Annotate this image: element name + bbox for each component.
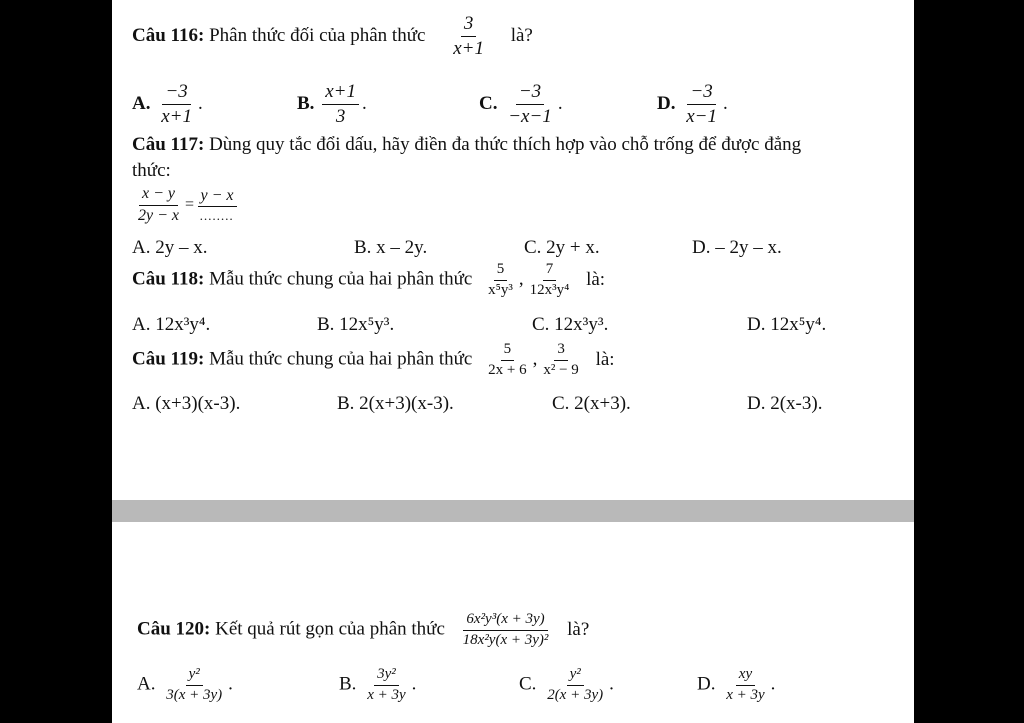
denominator: x−1 [686,105,717,127]
numerator: 3 [461,14,477,37]
fraction [544,667,606,704]
denominator: 18x²y(x + 3y)² [462,631,549,648]
option-c: C. 2y + x. [524,237,600,258]
option-d: D. 2(x-3). [747,393,823,414]
numerator: −3 [516,82,544,105]
fraction [450,14,487,59]
fraction-lhs [135,186,182,225]
denominator: x⁵y³ [488,281,513,298]
fraction [683,82,720,127]
question-text: Dùng quy tắc đổi dấu, hãy điền đa thức thích hợp vào chỗ trống để được đẳng [209,134,802,155]
question-118 [132,262,605,299]
question-120 [137,612,589,649]
numerator: x+1 [322,82,359,105]
numerator: 5 [501,342,515,361]
option-d: D. – 2y – x. [692,237,782,258]
question-text: Phân thức đối của phân thức [209,24,426,46]
option-end: . [228,673,233,695]
question-label: Câu 118: [132,268,205,290]
option-a: A. (x+3)(x-3). [132,393,241,414]
numerator: 3y² [374,667,399,686]
question-label: Câu 116: [132,24,205,46]
denominator: 2(x + 3y) [547,686,604,703]
denominator: −x−1 [508,105,552,127]
option-end: . [609,673,614,695]
question-tail: là? [567,618,590,640]
numerator: −3 [687,82,715,105]
option-c [479,82,563,127]
denominator: 2x + 6 [488,361,527,378]
option-b [297,82,367,127]
numerator: −3 [162,82,190,105]
document-page-1 [112,0,914,500]
option-c [519,667,614,704]
question-text: Kết quả rút gọn của phân thức [215,618,445,640]
numerator: 5 [494,262,508,281]
option-a: A. 2y – x. [132,237,208,258]
numerator: xy [736,667,755,686]
option-d [697,667,775,704]
option-b: B. 12x⁵y³. [317,314,395,335]
question-117-line2 [132,160,171,182]
option-b: B. x – 2y. [354,237,428,258]
numerator: 3 [554,342,568,361]
numerator: 6x²y³(x + 3y) [463,612,547,631]
question-119 [132,342,615,379]
fraction [322,82,359,127]
denominator: x + 3y [726,686,765,703]
denominator: 3(x + 3y) [166,686,223,703]
question-label: Câu 117: [132,134,205,155]
fraction [163,667,225,704]
question-tail: là? [510,24,533,46]
fraction-1 [485,262,516,299]
question-text: thức: [132,160,171,181]
question-label: Câu 119: [132,348,205,370]
option-end: . [770,673,776,695]
option-a [137,667,233,704]
fraction [460,612,552,649]
fraction [158,82,195,127]
numerator: x − y [139,186,178,206]
document-page-2 [112,522,914,723]
option-key: B. [339,673,357,695]
numerator: 7 [543,262,557,281]
option-end: . [411,673,417,695]
option-b [339,667,416,704]
separator: , [532,348,538,370]
numerator: y² [567,667,584,686]
option-end: . [361,92,367,114]
option-d [657,82,728,127]
question-117 [132,134,801,156]
fraction-2 [540,342,581,379]
question-tail: là: [595,348,615,370]
option-key: D. [697,673,716,695]
numerator: y − x [198,188,237,208]
question-label: Câu 120: [137,618,211,640]
option-key: C. [519,673,537,695]
fraction-1 [485,342,529,379]
equals-sign: = [185,195,195,213]
numerator: y² [186,667,203,686]
denominator: 3 [335,105,346,127]
option-b: B. 2(x+3)(x-3). [337,393,454,414]
option-key: D. [657,92,676,114]
separator: , [518,268,524,290]
question-tail: là: [586,268,606,290]
fraction-2 [527,262,573,299]
fraction [505,82,555,127]
question-text: Mẫu thức chung của hai phân thức [209,268,473,290]
option-c: C. 2(x+3). [552,393,631,414]
denominator: x+1 [161,105,192,127]
option-end: . [557,92,563,114]
fraction-rhs [197,188,237,223]
option-d: D. 12x⁵y⁴. [747,314,827,335]
page-separator [112,500,914,522]
denominator: x² − 9 [543,361,579,378]
question-text: Mẫu thức chung của hai phân thức [209,348,473,370]
option-end: . [723,92,728,114]
option-key: B. [297,92,315,114]
denominator: 2y − x [138,206,179,224]
denominator: 12x³y⁴ [529,281,570,298]
question-116 [132,14,533,59]
option-key: C. [479,92,498,114]
option-a: A. 12x³y⁴. [132,314,211,335]
option-key: A. [137,673,156,695]
option-end: . [198,92,203,114]
option-a [132,82,203,127]
denominator: x + 3y [367,686,406,703]
option-key: A. [132,92,151,114]
blank-denominator: ........ [200,208,235,224]
denominator: x+1 [453,37,484,59]
fraction [723,667,767,704]
equation [132,186,240,225]
option-c: C. 12x³y³. [532,314,609,335]
fraction [364,667,408,704]
